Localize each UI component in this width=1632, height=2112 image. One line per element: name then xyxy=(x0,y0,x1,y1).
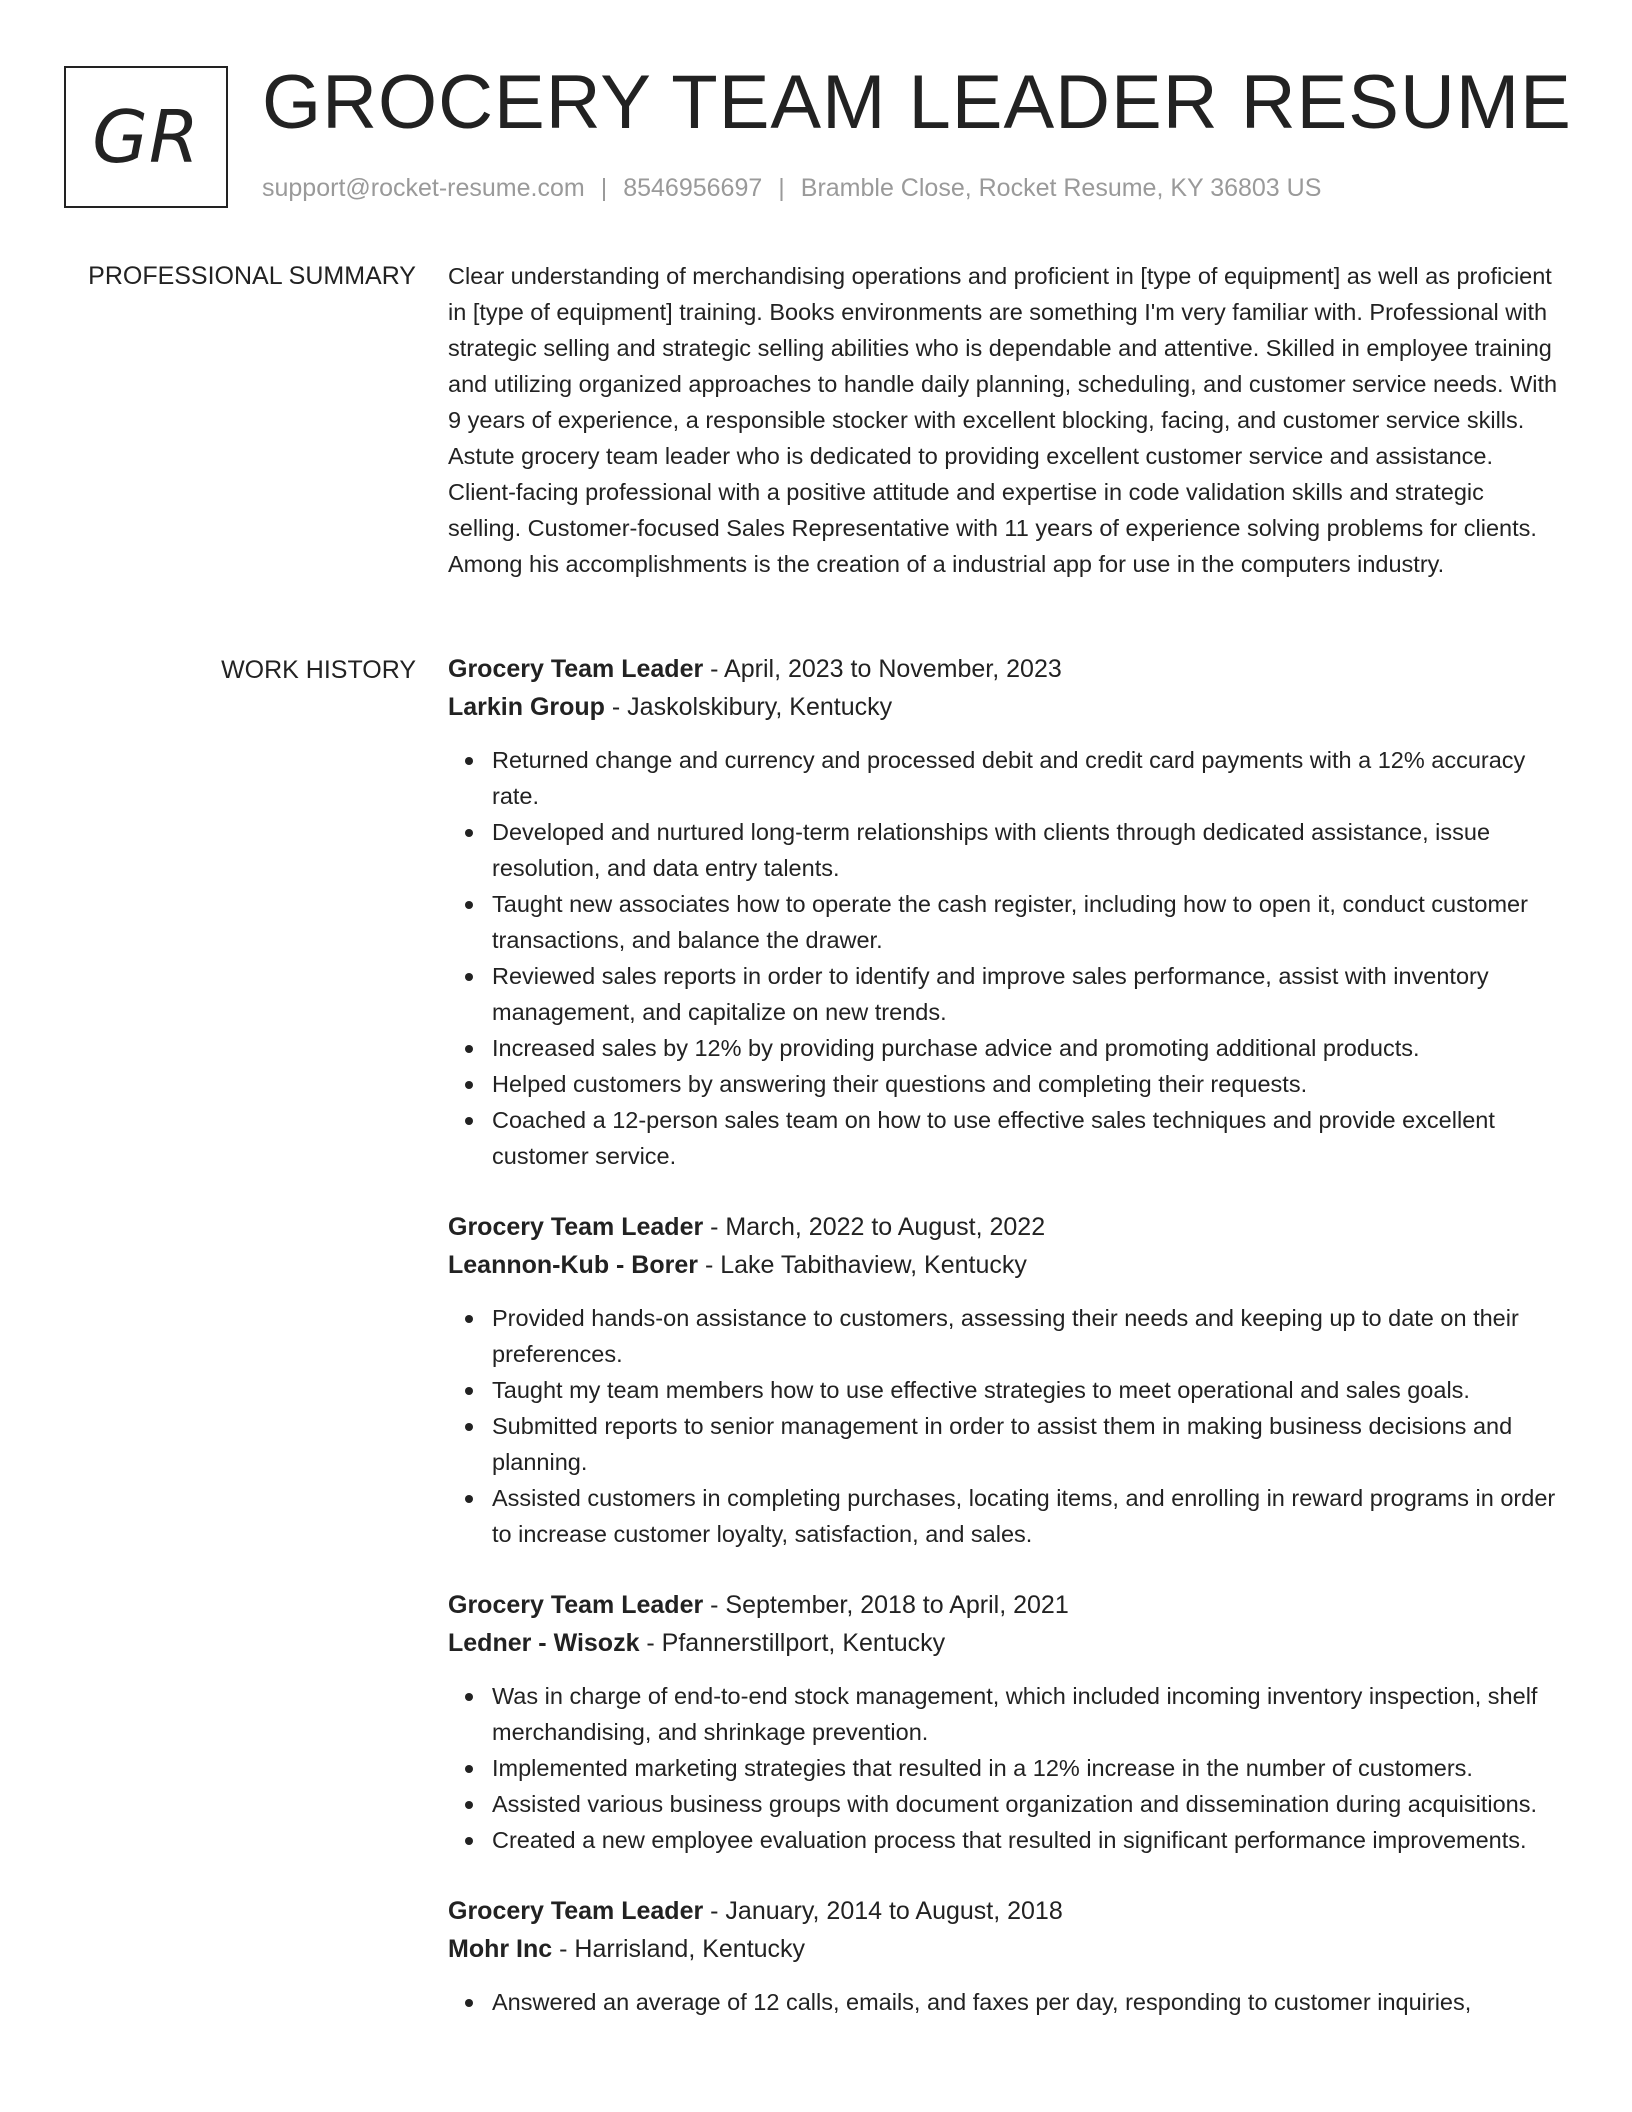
job-company-line xyxy=(448,1246,1563,1284)
job-dates: - April, 2023 to November, 2023 xyxy=(703,655,1062,683)
job-location: - Pfannerstillport, Kentucky xyxy=(639,1629,946,1657)
job-title: Grocery Team Leader xyxy=(448,655,704,683)
job-company: Ledner - Wisozk xyxy=(448,1629,640,1657)
job-location: - Jaskolskibury, Kentucky xyxy=(604,693,893,721)
job-company: Larkin Group xyxy=(448,693,605,721)
job-title-line xyxy=(448,650,1563,688)
job-bullet: Created a new employee evaluation process that resulted in significant performance improvements. xyxy=(492,1822,1563,1858)
job-location: - Harrisland, Kentucky xyxy=(552,1935,806,1963)
job-dates: - January, 2014 to August, 2018 xyxy=(703,1897,1063,1925)
job-bullet: Submitted reports to senior management in order to assist them in making business decisions and planning. xyxy=(492,1408,1563,1480)
job-location: - Lake Tabithaview, Kentucky xyxy=(698,1251,1027,1279)
contact-phone[interactable]: 8546956697 xyxy=(623,174,763,202)
job-bullet-list xyxy=(448,1300,1563,1552)
job-bullet: Developed and nurtured long-term relationships with clients through dedicated assistance, issue resolution, and data entry talents. xyxy=(492,814,1563,886)
job-dates: - March, 2022 to August, 2022 xyxy=(703,1213,1046,1241)
job-title: Grocery Team Leader xyxy=(448,1897,704,1925)
contact-separator: | xyxy=(600,174,608,202)
job-bullet: Implemented marketing strategies that resulted in a 12% increase in the number of customers. xyxy=(492,1750,1563,1786)
job-company-line xyxy=(448,1930,1563,1968)
summary-body xyxy=(448,258,1563,582)
resume-title: GROCERY TEAM LEADER RESUME xyxy=(262,60,1572,145)
job-dates: - September, 2018 to April, 2021 xyxy=(703,1591,1069,1619)
monogram-box xyxy=(64,66,228,208)
job-entry xyxy=(448,1208,1563,1552)
contact-address: Bramble Close, Rocket Resume, KY 36803 US xyxy=(800,174,1322,202)
work-history-heading: WORK HISTORY xyxy=(221,656,416,684)
job-title-line xyxy=(448,1892,1563,1930)
job-bullet: Reviewed sales reports in order to identify and improve sales performance, assist with inventory management, and capitalize on new trends. xyxy=(492,958,1563,1030)
monogram-initials: GR xyxy=(92,95,200,179)
job-title-line xyxy=(448,1208,1563,1246)
job-bullet-list xyxy=(448,1984,1563,2020)
job-entry xyxy=(448,1892,1563,2020)
job-bullet: Taught new associates how to operate the cash register, including how to open it, conduct customer transactions, and balance the drawer. xyxy=(492,886,1563,958)
contact-email[interactable]: support@rocket-resume.com xyxy=(262,174,585,202)
job-bullet: Taught my team members how to use effective strategies to meet operational and sales goals. xyxy=(492,1372,1563,1408)
job-bullet: Returned change and currency and processed debit and credit card payments with a 12% accuracy rate. xyxy=(492,742,1563,814)
job-title: Grocery Team Leader xyxy=(448,1591,704,1619)
summary-heading: PROFESSIONAL SUMMARY xyxy=(88,262,416,290)
job-bullet: Was in charge of end-to-end stock management, which included incoming inventory inspection, shelf merchandising, and shrinkage prevention. xyxy=(492,1678,1563,1750)
contact-separator: | xyxy=(778,174,785,202)
job-title-line xyxy=(448,1586,1563,1624)
job-bullet-list xyxy=(448,742,1563,1174)
summary-text: Clear understanding of merchandising operations and proficient in [type of equipment] as well as proficient in [type of equipment] training. Books environments are something I'm very familiar with. Professional with strategic selling and strategic selling abilities who is dependable and attentive. Skilled in employee training and utilizing organized approaches to handle daily planning, scheduling, and customer service needs. With 9 years of experience, a responsible stocker with excellent blocking, facing, and customer service skills. Astute grocery team leader who is dedicated to providing excellent customer service and assistance. Client-facing professional with a positive attitude and expertise in code validation skills and strategic selling. Customer-focused Sales Representative with 11 years of experience solving problems for clients. Among his accomplishments is the creation of a industrial app for use in the computers industry. xyxy=(448,263,1558,577)
job-entry xyxy=(448,1586,1563,1858)
job-company-line xyxy=(448,688,1563,726)
job-bullet: Increased sales by 12% by providing purchase advice and promoting additional products. xyxy=(492,1030,1563,1066)
job-bullet: Provided hands-on assistance to customers, assessing their needs and keeping up to date on their preferences. xyxy=(492,1300,1563,1372)
contact-line xyxy=(262,174,1321,203)
job-bullet: Assisted various business groups with document organization and dissemination during acquisitions. xyxy=(492,1786,1563,1822)
job-entry xyxy=(448,650,1563,1174)
job-title: Grocery Team Leader xyxy=(448,1213,704,1241)
job-company: Leannon-Kub - Borer xyxy=(448,1251,698,1279)
job-bullet: Coached a 12-person sales team on how to use effective sales techniques and provide excellent customer service. xyxy=(492,1102,1563,1174)
job-bullet: Assisted customers in completing purchases, locating items, and enrolling in reward programs in order to increase customer loyalty, satisfaction, and sales. xyxy=(492,1480,1563,1552)
job-bullet: Answered an average of 12 calls, emails, and faxes per day, responding to customer inquiries, xyxy=(492,1984,1563,2020)
work-history-body xyxy=(448,650,1563,2054)
job-company: Mohr Inc xyxy=(448,1935,553,1963)
job-bullet: Helped customers by answering their questions and completing their requests. xyxy=(492,1066,1563,1102)
job-company-line xyxy=(448,1624,1563,1662)
job-bullet-list xyxy=(448,1678,1563,1858)
